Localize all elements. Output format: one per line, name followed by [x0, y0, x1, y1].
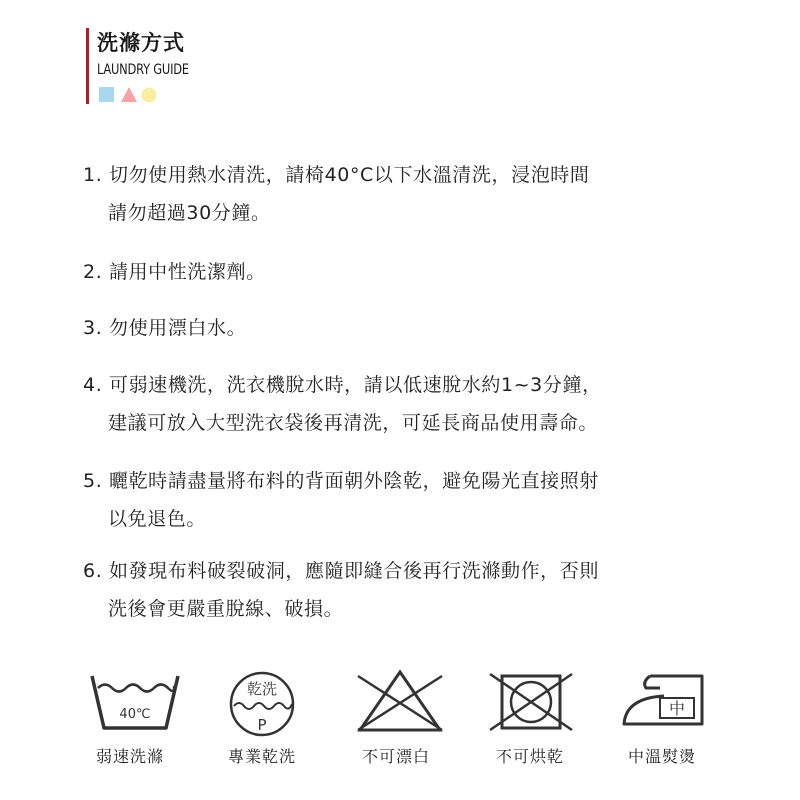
care-note-line: 3. 勿使用漂白水。 — [83, 317, 247, 339]
wash-tub-icon — [90, 668, 180, 732]
dry-clean-letter: P — [257, 716, 267, 734]
decorative-shapes — [98, 86, 160, 104]
care-note-1 — [83, 156, 590, 232]
care-note-line: 5. 曬乾時請盡量將布料的背面朝外陰乾，避免陽光直接照射 — [83, 470, 599, 492]
square-icon — [99, 87, 114, 102]
iron-medium-icon — [620, 668, 706, 732]
care-note-line: 以免退色。 — [108, 508, 207, 530]
caption-wash: 弱速洗滌 — [96, 747, 165, 766]
no-bleach-icon — [354, 668, 446, 734]
dry-clean-icon — [226, 668, 300, 738]
header — [86, 28, 286, 104]
page-subtitle: LAUNDRY GUIDE — [97, 62, 189, 78]
caption-dry-clean: 專業乾洗 — [228, 747, 297, 766]
care-note-line: 建議可放入大型洗衣袋後再清洗，可延長商品使用壽命。 — [108, 412, 599, 434]
care-note-line: 6. 如發現布料破裂破洞，應隨即縫合後再行洗滌動作，否則 — [83, 560, 599, 582]
dry-clean-label: 乾洗 — [246, 680, 278, 698]
page-title: 洗滌方式 — [97, 31, 185, 55]
care-note-line: 1. 切勿使用熱水清洗，請椅40°C以下水溫清洗，浸泡時間 — [83, 164, 590, 186]
caption-no-dry: 不可烘乾 — [496, 747, 565, 766]
caption-iron: 中溫熨燙 — [628, 747, 697, 766]
caption-no-bleach: 不可漂白 — [362, 747, 431, 766]
care-note-line: 2. 請用中性洗潔劑。 — [83, 261, 266, 283]
accent-bar — [86, 28, 89, 104]
iron-temp-label: 中 — [668, 699, 686, 718]
temperature-label: 40℃ — [119, 707, 151, 722]
circle-icon — [142, 88, 157, 103]
care-note-2 — [83, 253, 266, 291]
triangle-icon — [121, 87, 137, 102]
care-note-3 — [83, 309, 246, 347]
care-note-line: 洗後會更嚴重脫線、破損。 — [108, 598, 344, 620]
care-note-4 — [83, 366, 602, 442]
care-note-line: 4. 可弱速機洗，洗衣機脫水時，請以低速脫水約1~3分鐘， — [83, 374, 602, 396]
care-note-line: 請勿超過30分鐘。 — [108, 202, 271, 224]
care-note-6 — [83, 552, 599, 628]
care-note-5 — [83, 462, 599, 538]
no-tumble-dry-icon — [486, 668, 576, 734]
